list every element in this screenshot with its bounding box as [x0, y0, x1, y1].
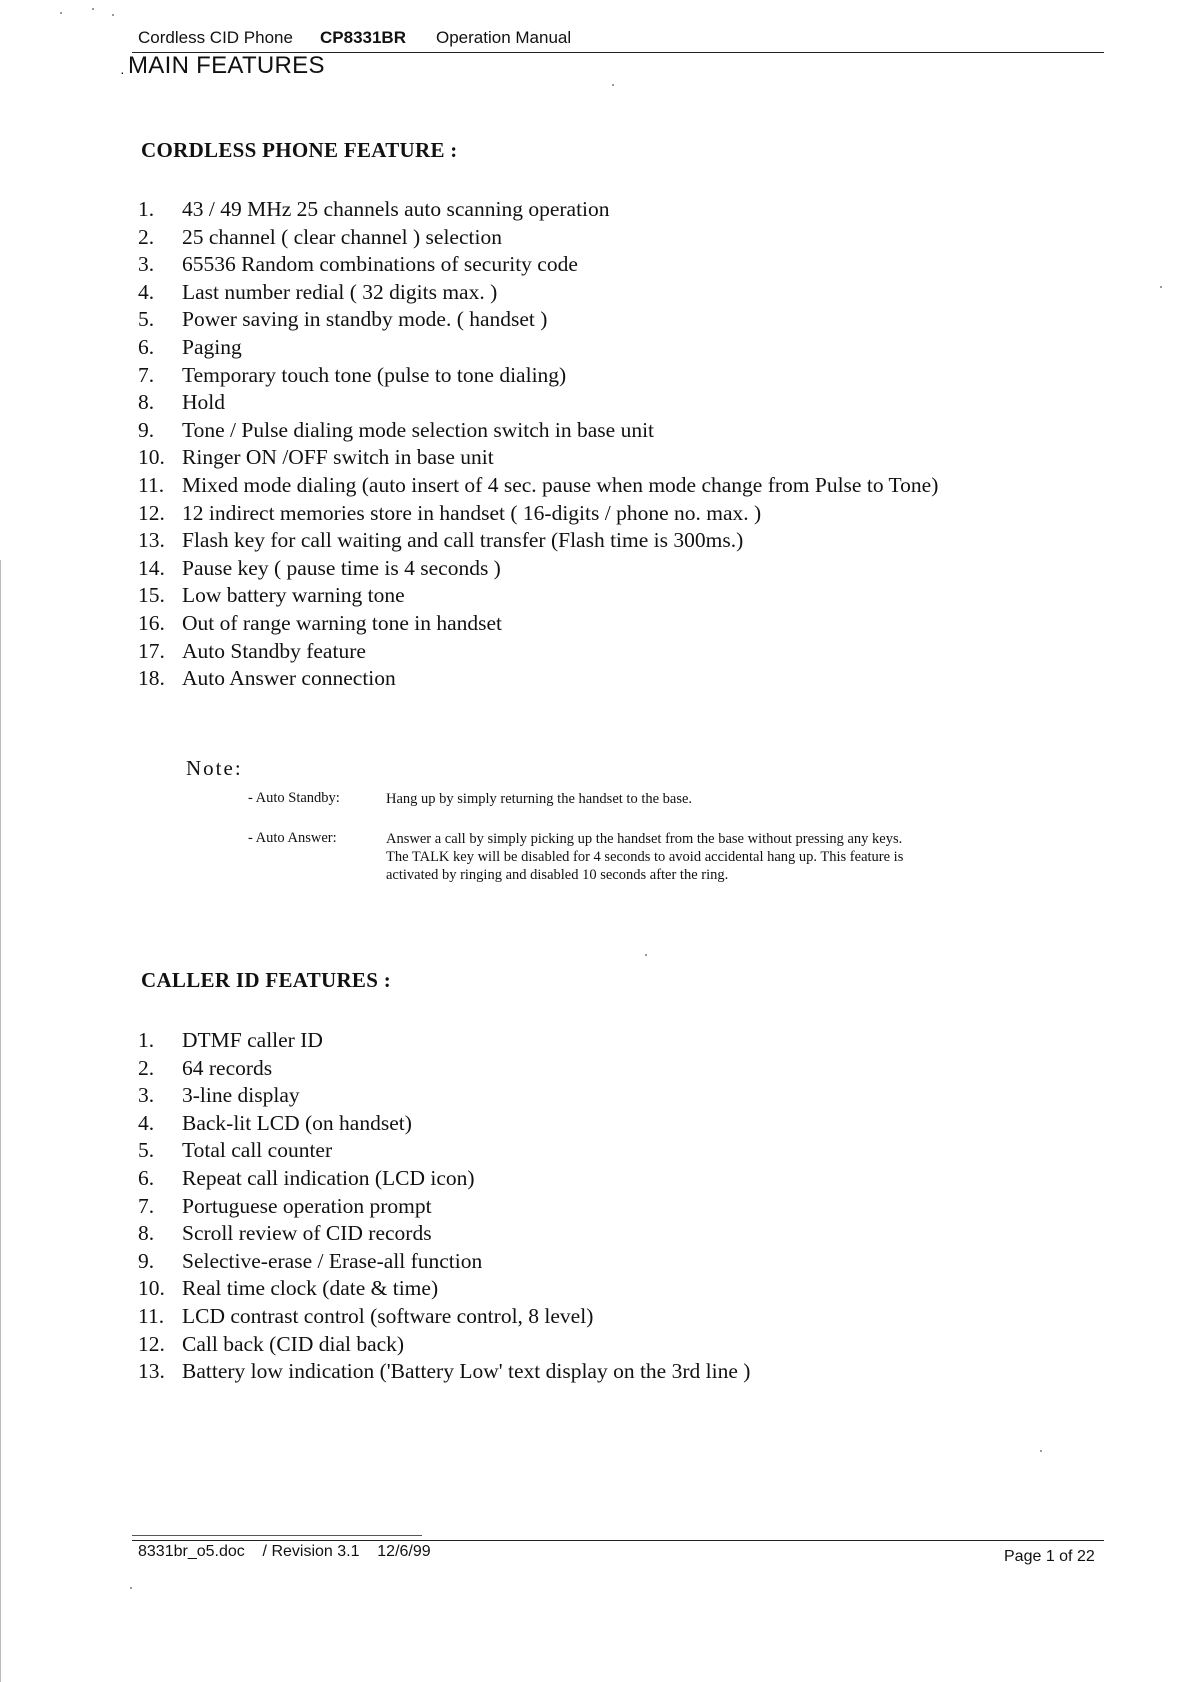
item-number: 1. [138, 1028, 155, 1052]
item-text: 43 / 49 MHz 25 channels auto scanning operation [182, 197, 610, 221]
item-text: Flash key for call waiting and call transfer (Flash time is 300ms.) [182, 528, 744, 553]
item-number: 10. [138, 1276, 165, 1301]
item-text: 3-line display [182, 1083, 300, 1108]
note-text-line: Hang up by simply returning the handset to the base. [386, 791, 693, 807]
item-text: DTMF caller ID [182, 1028, 323, 1052]
item-number: 3. [138, 252, 155, 277]
title-dot: · [120, 64, 125, 80]
item-number: 4. [138, 1110, 155, 1135]
item-number: 8. [138, 1221, 155, 1246]
callerid-heading: CALLER ID FEATURES : [141, 968, 392, 992]
footer-rule-short [132, 1535, 422, 1536]
item-number: 8. [138, 390, 155, 415]
scan-speck [1160, 286, 1162, 288]
item-number: 9. [138, 417, 155, 442]
item-number: 4. [138, 279, 155, 304]
item-text: LCD contrast control (software control, 8 level) [182, 1303, 594, 1328]
scan-speck [612, 84, 614, 86]
item-number: 3. [138, 1083, 155, 1108]
item-text: Scroll review of CID records [182, 1221, 432, 1246]
item-text: Total call counter [182, 1138, 333, 1163]
item-text: Temporary touch tone (pulse to tone dialing) [182, 362, 567, 387]
note-label: Note: [186, 756, 243, 780]
item-text: 65536 Random combinations of security code [182, 252, 578, 277]
footer-page-number: Page 1 of 22 [1004, 1548, 1095, 1565]
item-number: 7. [138, 1193, 155, 1218]
item-number: 15. [138, 583, 165, 608]
page-title: MAIN FEATURES [128, 52, 325, 79]
scan-speck [112, 14, 114, 16]
note-term: - Auto Standby: [248, 790, 340, 806]
item-text: Portuguese operation prompt [182, 1193, 432, 1218]
item-number: 16. [138, 610, 165, 635]
item-text: Out of range warning tone in handset [182, 610, 503, 635]
header-doc-type: Operation Manual [436, 28, 572, 47]
scan-speck [1040, 1450, 1042, 1452]
scan-speck [645, 954, 647, 956]
item-text: 12 indirect memories store in handset ( 16-digits / phone no. max. ) [182, 500, 762, 525]
header-model: CP8331BR [320, 28, 406, 47]
item-number: 17. [138, 638, 165, 663]
note-text-line: Answer a call by simply picking up the handset from the base without pressing any keys. [386, 831, 903, 847]
scan-speck [60, 12, 62, 14]
footer-revision: / Revision 3.1 [262, 1543, 360, 1560]
item-text: Mixed mode dialing (auto insert of 4 sec. pause when mode change from Pulse to Tone) [182, 472, 939, 497]
footer-rule [132, 1540, 1104, 1541]
item-number: 9. [138, 1248, 155, 1273]
item-number: 7. [138, 362, 155, 387]
item-number: 6. [138, 1165, 155, 1190]
item-text: 64 records [182, 1055, 273, 1080]
footer-file-info [138, 1543, 431, 1561]
cordless-heading: CORDLESS PHONE FEATURE : [141, 138, 458, 162]
scan-edge [0, 560, 1, 1682]
running-header [138, 28, 1098, 54]
item-text: Last number redial ( 32 digits max. ) [182, 279, 498, 304]
item-text: Auto Standby feature [182, 638, 366, 663]
item-number: 11. [138, 1303, 165, 1328]
header-product: Cordless CID Phone [138, 28, 293, 47]
item-text: Pause key ( pause time is 4 seconds ) [182, 555, 501, 580]
item-text: Low battery warning tone [182, 583, 405, 608]
item-number: 13. [138, 528, 165, 553]
item-text: Call back (CID dial back) [182, 1331, 405, 1356]
item-text: Ringer ON /OFF switch in base unit [182, 445, 494, 470]
item-number: 13. [138, 1359, 165, 1384]
item-text: Paging [182, 334, 242, 359]
item-number: 2. [138, 224, 155, 249]
item-text: 25 channel ( clear channel ) selection [182, 224, 502, 249]
item-number: 18. [138, 666, 165, 691]
item-number: 12. [138, 1331, 165, 1356]
item-number: 12. [138, 500, 165, 525]
footer-file: 8331br_o5.doc [138, 1543, 245, 1560]
item-text: Repeat call indication (LCD icon) [182, 1165, 475, 1190]
item-text: Back-lit LCD (on handset) [182, 1110, 412, 1135]
item-text: Hold [182, 390, 225, 415]
item-text: Auto Answer connection [182, 666, 396, 691]
note-text-line: The TALK key will be disabled for 4 seconds to avoid accidental hang up. This feature is [386, 849, 904, 865]
item-number: 2. [138, 1055, 155, 1080]
item-number: 10. [138, 445, 165, 470]
item-text: Selective-erase / Erase-all function [182, 1248, 483, 1273]
item-number: 1. [138, 197, 155, 221]
item-number: 5. [138, 307, 155, 332]
note-text-line: activated by ringing and disabled 10 seconds after the ring. [386, 867, 729, 883]
footer-date: 12/6/99 [377, 1543, 431, 1560]
item-text: Power saving in standby mode. ( handset ) [182, 307, 548, 332]
scan-speck [130, 1587, 132, 1589]
item-number: 14. [138, 555, 165, 580]
item-number: 11. [138, 472, 165, 497]
item-text: Tone / Pulse dialing mode selection switch in base unit [182, 417, 655, 442]
item-text: Real time clock (date & time) [182, 1276, 439, 1301]
item-text: Battery low indication ('Battery Low' text display on the 3rd line ) [182, 1359, 751, 1384]
item-number: 5. [138, 1138, 155, 1163]
note-term: - Auto Answer: [248, 830, 337, 846]
scan-speck [92, 8, 94, 10]
item-number: 6. [138, 334, 155, 359]
